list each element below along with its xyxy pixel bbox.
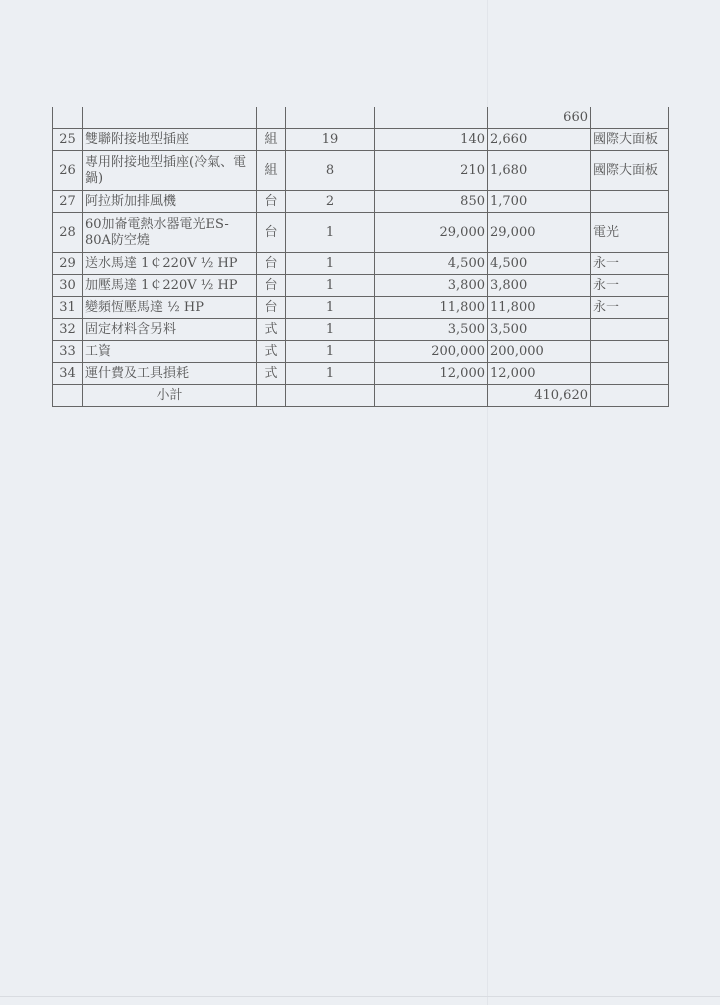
cell-unit: 台	[257, 191, 286, 213]
cell-unit: 台	[257, 297, 286, 319]
cell-price: 200,000	[375, 341, 488, 363]
cell-note: 電光	[591, 213, 669, 253]
quotation-table	[52, 107, 669, 407]
table-row	[53, 341, 669, 363]
cell-unit: 式	[257, 363, 286, 385]
cell-note: 國際大面板	[591, 129, 669, 151]
cell-unit: 式	[257, 341, 286, 363]
cell-name: 60加崙電熱水器電光ES-80A防空燒	[83, 213, 257, 253]
cell-price: 4,500	[375, 253, 488, 275]
table-row	[53, 151, 669, 191]
cell-name: 送水馬達 1￠220V ½ HP	[83, 253, 257, 275]
cell-no: 25	[53, 129, 83, 151]
subtotal-amount: 410,620	[488, 385, 591, 407]
cell-note: 永一	[591, 253, 669, 275]
cell-name: 專用附接地型插座(冷氣、電鍋)	[83, 151, 257, 191]
subtotal-label: 小計	[83, 385, 257, 407]
cell-price: 850	[375, 191, 488, 213]
cell-note: 國際大面板	[591, 151, 669, 191]
paper-edge	[0, 996, 720, 997]
carry-over-amount: 660	[488, 107, 591, 129]
cell-amount: 29,000	[488, 213, 591, 253]
cell-name: 阿拉斯加排風機	[83, 191, 257, 213]
cell-amount: 12,000	[488, 363, 591, 385]
cell-no: 27	[53, 191, 83, 213]
table-row	[53, 363, 669, 385]
cell-unit: 台	[257, 213, 286, 253]
cell-price: 140	[375, 129, 488, 151]
cell-no: 31	[53, 297, 83, 319]
subtotal-row	[53, 385, 669, 407]
table-row	[53, 253, 669, 275]
cell-price: 3,800	[375, 275, 488, 297]
cell-amount: 200,000	[488, 341, 591, 363]
cell-note	[591, 341, 669, 363]
cell-qty: 1	[286, 363, 375, 385]
cell-unit: 式	[257, 319, 286, 341]
cell-amount: 1,680	[488, 151, 591, 191]
cell-qty: 1	[286, 319, 375, 341]
cell-name: 雙聯附接地型插座	[83, 129, 257, 151]
carry-over-row	[53, 107, 669, 129]
table-row	[53, 275, 669, 297]
cell-qty: 1	[286, 341, 375, 363]
cell-no: 32	[53, 319, 83, 341]
cell-qty: 1	[286, 213, 375, 253]
cell-amount: 3,500	[488, 319, 591, 341]
cell-qty: 1	[286, 275, 375, 297]
cell-note: 永一	[591, 297, 669, 319]
cell-qty: 1	[286, 253, 375, 275]
cell-amount: 1,700	[488, 191, 591, 213]
cell-name: 固定材料含另料	[83, 319, 257, 341]
cell-name: 加壓馬達 1￠220V ½ HP	[83, 275, 257, 297]
table-row	[53, 297, 669, 319]
table-row	[53, 213, 669, 253]
cell-price: 11,800	[375, 297, 488, 319]
cell-qty: 8	[286, 151, 375, 191]
cell-price: 210	[375, 151, 488, 191]
table-row	[53, 129, 669, 151]
cell-amount: 11,800	[488, 297, 591, 319]
cell-note	[591, 319, 669, 341]
cell-amount: 4,500	[488, 253, 591, 275]
cell-no: 26	[53, 151, 83, 191]
cell-amount: 3,800	[488, 275, 591, 297]
cell-price: 12,000	[375, 363, 488, 385]
cell-qty: 19	[286, 129, 375, 151]
cell-note: 永一	[591, 275, 669, 297]
cell-note	[591, 191, 669, 213]
cell-no: 30	[53, 275, 83, 297]
cell-no: 33	[53, 341, 83, 363]
cell-no: 28	[53, 213, 83, 253]
cell-name: 工資	[83, 341, 257, 363]
table-row	[53, 191, 669, 213]
cell-amount: 2,660	[488, 129, 591, 151]
cell-price: 3,500	[375, 319, 488, 341]
cell-no: 29	[53, 253, 83, 275]
cell-unit: 組	[257, 151, 286, 191]
cell-note	[591, 363, 669, 385]
cell-name: 變頻恆壓馬達 ½ HP	[83, 297, 257, 319]
cell-unit: 組	[257, 129, 286, 151]
cell-price: 29,000	[375, 213, 488, 253]
cell-no: 34	[53, 363, 83, 385]
cell-qty: 2	[286, 191, 375, 213]
cell-unit: 台	[257, 275, 286, 297]
cell-qty: 1	[286, 297, 375, 319]
cell-name: 運什費及工具損耗	[83, 363, 257, 385]
table-row	[53, 319, 669, 341]
cell-unit: 台	[257, 253, 286, 275]
